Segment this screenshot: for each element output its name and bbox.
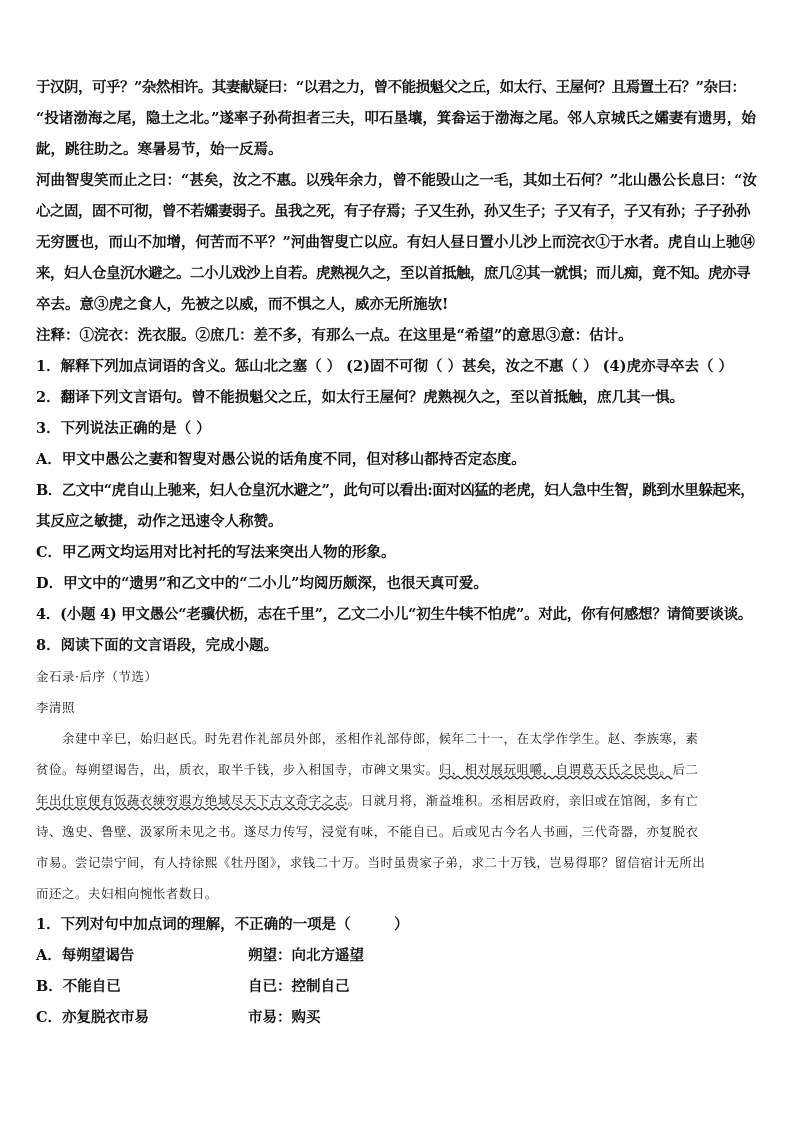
line-text: 余建中辛巳，始归赵氏。时先君作礼部员外郎，丞相作礼部侍郎，候年二十一，在太学作学生。赵、李族寒，素	[62, 731, 699, 746]
option-d: D．甲文中的“遗男”和乙文中的“二小儿”均阅历颇深，也很天真可爱。	[36, 575, 488, 592]
wavy-underlined-text: 年出仕宦便有饭蔬衣綀穷遐方绝域尽天下古文奇字之志	[36, 793, 348, 808]
passage-line	[36, 785, 758, 816]
text-line: 龀，跳往助之。寒暑易节，始一反焉。	[36, 141, 283, 158]
text-line: 河曲智叟笑而止之曰：“甚矣，汝之不惠。以残年余力，曾不能毁山之一毛，其如土石何？”北山愚公长息曰：“汝	[36, 172, 758, 189]
text-line: “投诸渤海之尾，隐土之北。”遂率子孙荷担者三夫，叩石垦壤，箕畚运于渤海之尾。邻人京城氏之孀妻有遗男，始	[36, 110, 756, 127]
line-text: 诗、逸史、鲁壁、汲冢所未见之书。遂尽力传写，浸觉有味，不能自已。后或见古今名人书画，三代奇器，亦复脱衣	[36, 824, 699, 839]
passage-paragraph-2	[36, 165, 758, 320]
line-text: 贫俭。每朔望谒告，出，质衣，取半千钱，步入相国寺，市碑文果实。	[36, 762, 439, 777]
line-text: 。日就月将，渐益堆积。丞相居政府，亲旧或在馆阁，多有亡	[347, 793, 699, 808]
wavy-underlined-text: 归，相对展玩咀嚼，自谓葛天氏之民也。	[438, 762, 673, 777]
option-row-c	[36, 1002, 758, 1033]
option-b: B．乙文中“虎自山上驰来，妇人仓皇沉水避之”，此句可以看出:面对凶猛的老虎，妇人急中生智，跳到水里躲起来，	[36, 482, 755, 499]
option-row-b	[36, 971, 758, 1002]
option-c: C．甲乙两文均运用对比衬托的写法来突出人物的形象。	[36, 544, 396, 561]
option-explanation: 市易：购买	[248, 1009, 321, 1026]
passage-title: 金石录·后序（节选）	[36, 669, 158, 684]
answer-options	[36, 940, 758, 1033]
question-4: 4．(小题 4) 甲文愚公“老骥伏枥，志在千里”，乙文二小儿“初生牛犊不怕虎”。对此，你有何感想？请简要谈谈。	[36, 606, 753, 623]
option-row-a	[36, 940, 758, 971]
passage-paragraph-1	[36, 72, 758, 165]
option-a: A．甲文中愚公之妻和智叟对愚公说的话角度不同，但对移山都持否定态度。	[36, 451, 526, 468]
text-line: 卒去。意③虎之食人，先被之以威，而不惧之人，威亦无所施欤!	[36, 296, 449, 313]
text-line: 无穷匮也，而山不加增，何苦而不平？”河曲智叟亡以应。有妇人昼日置小儿沙上而浣衣①于水者。虎自山上驰⑭	[36, 234, 755, 251]
option-sentence: C．亦复脱衣市易	[36, 1009, 150, 1026]
document-page	[36, 72, 758, 1033]
option-sentence: A．每朔望谒告	[36, 947, 135, 964]
question-block	[36, 351, 758, 661]
option-explanation: 自已：控制自己	[248, 978, 350, 995]
option-sentence: B．不能自已	[36, 978, 121, 995]
passage-line	[36, 847, 758, 878]
question-1: 1．解释下列加点词语的含义。惩山北之塞（ ） (2)固不可彻（ ）甚矣，汝之不惠（ ） (4)虎亦寻卒去（ ）	[36, 358, 733, 375]
passage-line	[36, 723, 758, 754]
passage-line	[36, 878, 758, 909]
line-text: 而还之。夫妇相向惋怅者数日。	[36, 886, 218, 901]
classical-passage	[36, 723, 758, 909]
sub-question-1: 1．下列对句中加点词的理解，不正确的一项是（ ）	[36, 916, 409, 933]
question-3: 3．下列说法正确的是（ ）	[36, 420, 211, 437]
passage-line	[36, 816, 758, 847]
text-line: 于汉阴，可乎？”杂然相许。其妻献疑曰：“以君之力，曾不能损魁父之丘，如太行、王屋何？且焉置土石？”杂曰：	[36, 79, 746, 96]
passage-line	[36, 754, 758, 785]
line-text: 后二	[672, 762, 699, 777]
text-line: 来，妇人仓皇沉水避之。二小儿戏沙上自若。虎熟视久之，至以首抵触，庶几②其一就惧；而儿痴，竟不知。虎亦寻	[36, 265, 750, 282]
text-line: 心之固，固不可彻，曾不若孀妻弱子。虽我之死，有子存焉；子又生孙，孙又生子；子又有子，子又有孙；子子孙孙	[36, 203, 750, 220]
passage-author: 李清照	[36, 700, 75, 715]
line-text: 市易。尝记崇宁间，有人持徐熙《牡丹图》，求钱二十万。当时虽贵家子弟，求二十万钱，岂易得耶？留信宿计无所出	[36, 855, 706, 870]
annotation-note: 注释：①浣衣：洗衣服。②庶几：差不多，有那么一点。在这里是“希望”的意思③意：估计。	[36, 327, 633, 344]
option-b-continued: 其反应之敏捷，动作之迅速令人称赞。	[36, 513, 283, 530]
question-8: 8．阅读下面的文言语段，完成小题。	[36, 637, 279, 654]
option-explanation: 朔望：向北方遥望	[248, 947, 364, 964]
question-2: 2．翻译下列文言语句。曾不能损魁父之丘，如太行王屋何？虎熟视久之，至以首抵触，庶几其一惧。	[36, 389, 685, 406]
